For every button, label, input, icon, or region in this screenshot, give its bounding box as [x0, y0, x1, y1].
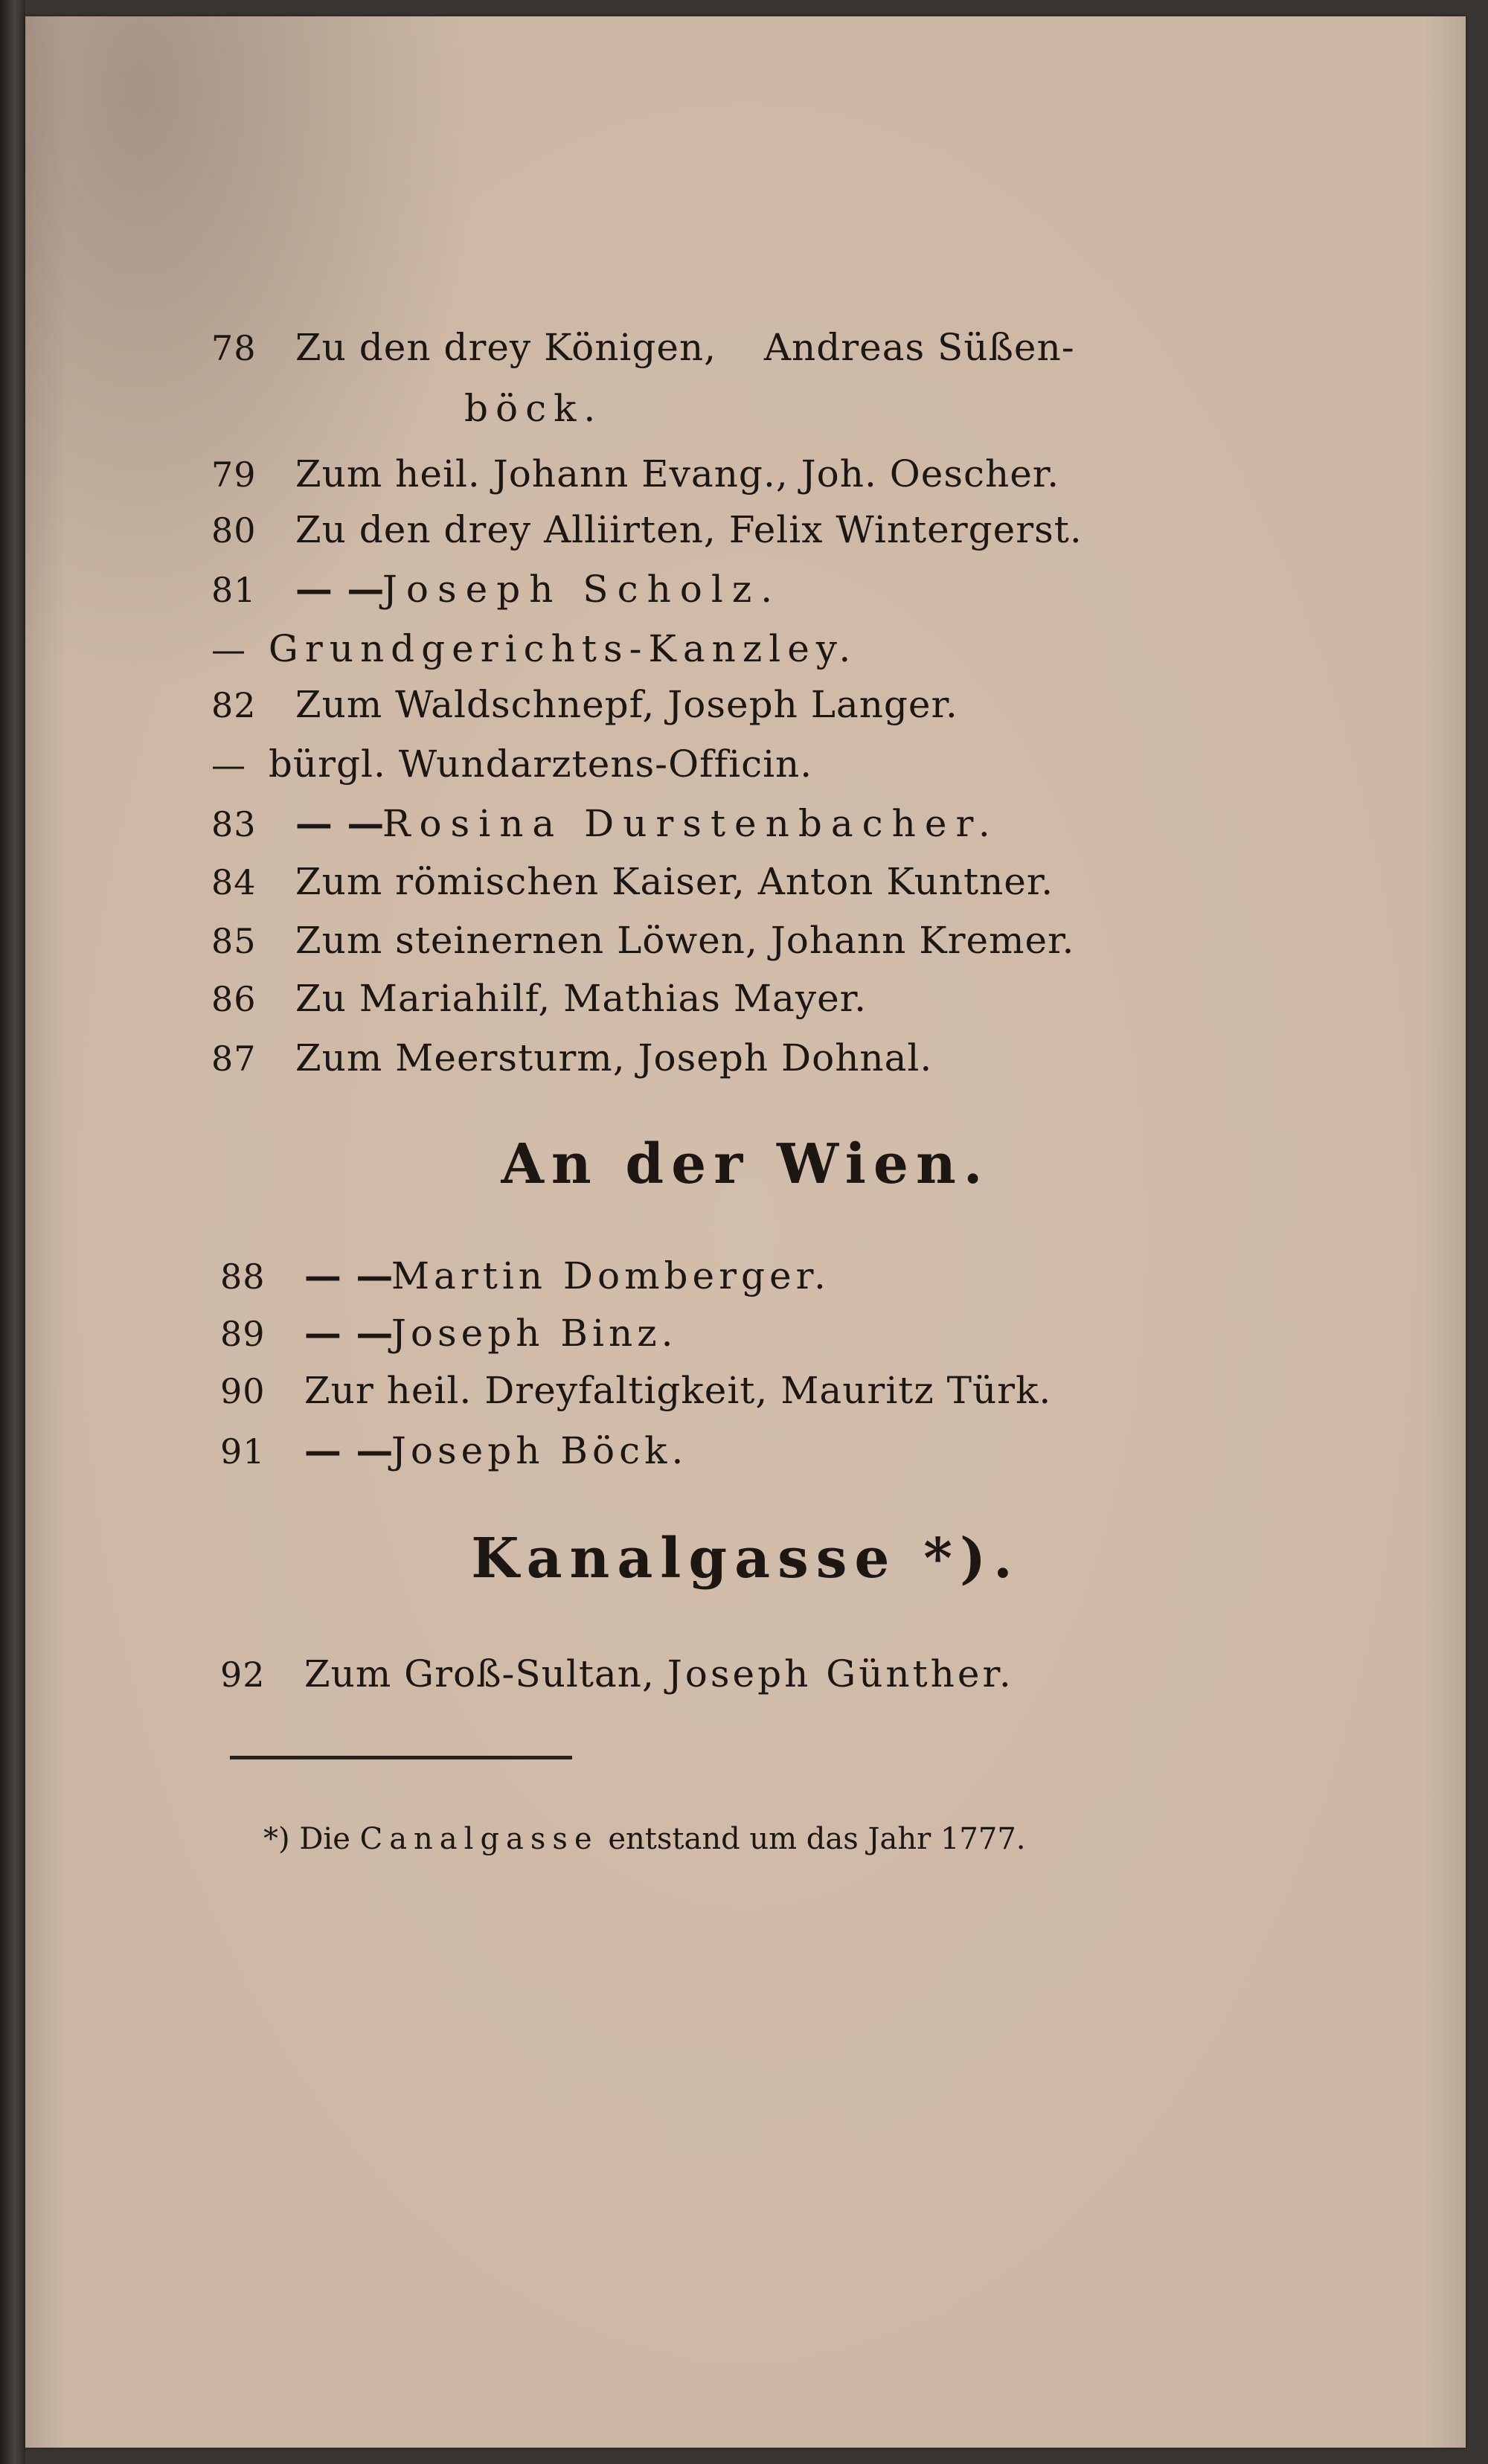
entry-owner: Rosina Durstenbacher.	[382, 802, 999, 845]
entry-number: 80	[211, 510, 257, 551]
entry-89	[220, 1307, 677, 1359]
entry-sign: Zum Waldschnepf,	[295, 683, 655, 726]
entry-owner: Joh. Oescher.	[801, 452, 1060, 495]
entry-number: 84	[211, 862, 257, 902]
entry-91	[220, 1425, 687, 1477]
entry-78-continuation: böck.	[464, 387, 603, 430]
entry-sign: bürgl. Wundarztens-Officin.	[268, 742, 813, 786]
entry-78	[211, 321, 1075, 373]
entry-wundarzt	[211, 738, 812, 790]
ditto-dash: — —	[295, 801, 385, 845]
entry-number: 88	[220, 1257, 266, 1297]
section-heading-wien: An der Wien.	[501, 1132, 990, 1196]
entry-owner: Joseph Böck.	[391, 1429, 688, 1472]
entry-80	[211, 504, 1083, 556]
entry-number: 78	[211, 328, 257, 368]
book-page	[25, 16, 1466, 2448]
footnote-text-a: Die	[299, 1822, 350, 1856]
entry-sign: Zum Groß-Sultan,	[304, 1652, 655, 1695]
entry-owner: Joseph Binz.	[391, 1312, 678, 1355]
entry-sign: Zu den drey Königen,	[295, 326, 717, 369]
entry-owner: Mauritz Türk.	[780, 1369, 1052, 1412]
entry-sign: Zum steinernen Löwen,	[295, 919, 758, 962]
entry-number: 89	[220, 1314, 266, 1354]
entry-88	[220, 1250, 830, 1302]
entry-number: 92	[220, 1655, 266, 1695]
entry-sign: Zur heil. Dreyfaltigkeit,	[304, 1369, 769, 1412]
footnote-marker: *)	[263, 1822, 290, 1856]
entry-number: 86	[211, 979, 257, 1019]
entry-81	[211, 563, 781, 615]
footnote-text-c: entstand um das Jahr 1777.	[608, 1822, 1026, 1856]
entry-number: —	[211, 629, 246, 670]
entry-owner: Joseph Langer.	[667, 683, 958, 726]
entry-sign: Zum heil. Johann Evang.,	[295, 452, 789, 495]
entry-grundgerichts	[211, 623, 857, 675]
entry-number: 90	[220, 1371, 266, 1411]
entry-number: 81	[211, 570, 257, 610]
ditto-dash: — —	[304, 1254, 394, 1297]
entry-sign: Zum römischen Kaiser,	[295, 860, 745, 903]
footnote	[263, 1817, 1026, 1861]
entry-sign: Zu Mariahilf,	[295, 977, 551, 1020]
entry-owner: Joseph Dohnal.	[638, 1036, 933, 1079]
entry-79	[211, 448, 1059, 500]
entry-92	[220, 1648, 1014, 1700]
entry-owner: Johann Kremer.	[770, 919, 1075, 962]
entry-82	[211, 678, 958, 731]
entry-owner: Joseph Günther.	[667, 1652, 1014, 1695]
entry-number: 82	[211, 685, 257, 725]
entry-85	[211, 914, 1074, 966]
ditto-dash: — —	[304, 1428, 394, 1472]
entry-number: 79	[211, 455, 257, 495]
book-binding	[0, 0, 25, 2464]
entry-number: 85	[211, 921, 257, 961]
section-heading-kanalgasse: Kanalgasse *).	[471, 1527, 1020, 1591]
entry-owner: Andreas Süßen-	[763, 326, 1075, 369]
entry-number: 83	[211, 804, 257, 844]
entry-86	[211, 972, 867, 1024]
entry-number: 87	[211, 1039, 257, 1079]
entry-owner: Mathias Mayer.	[563, 977, 867, 1020]
footnote-text-b: Canalgasse	[359, 1822, 599, 1856]
entry-owner: Felix Wintergerst.	[728, 508, 1083, 551]
entry-number: —	[211, 745, 246, 785]
entry-83	[211, 798, 999, 850]
entry-sign: Zum Meersturm,	[295, 1036, 626, 1079]
entry-84	[211, 856, 1054, 908]
entry-sign: Grundgerichts-Kanzley.	[268, 627, 858, 670]
footnote-rule	[230, 1756, 572, 1759]
entry-number: 91	[220, 1431, 266, 1472]
entry-90	[220, 1364, 1051, 1417]
entry-owner: Joseph Scholz.	[382, 568, 782, 611]
ditto-dash: — —	[304, 1311, 394, 1355]
entry-87	[211, 1032, 932, 1084]
entry-owner: Anton Kuntner.	[757, 860, 1054, 903]
entry-sign: Zu den drey Alliirten,	[295, 508, 716, 551]
ditto-dash: — —	[295, 567, 385, 611]
entry-owner: Martin Domberger.	[391, 1254, 830, 1297]
